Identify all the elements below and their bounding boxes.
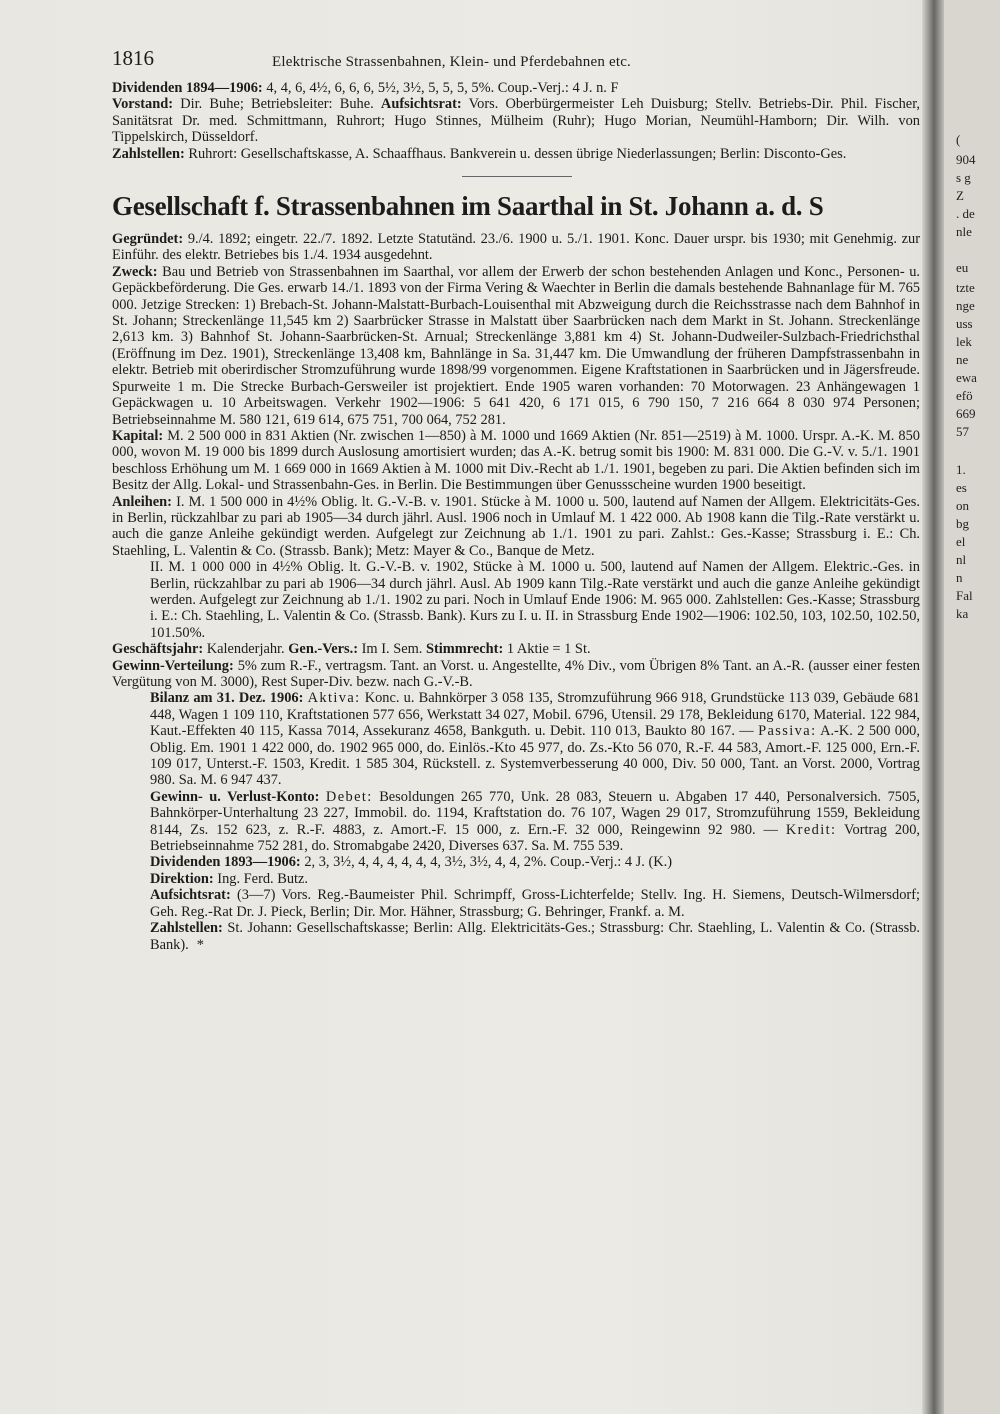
next-page-fragment: Fal bbox=[956, 588, 973, 603]
dividenden: Dividenden 1893—1906: 2, 3, 3½, 4, 4, 4, 4, 4, 4, 3½, 3½, 4, 4, 2%. Coup.-Verj.: 4 J. (K.) bbox=[150, 854, 673, 871]
bilanz: Bilanz am 31. Dez. 1906: Aktiva: Konc. u. Bahnkörper 3 058 135, Stromzuführung 966 918, Grundstücke 113 039, Gebäude 681 448, Wagen 1 109 110, Kraftstationen 577 656, Werkstatt 34 027, Mobil. 6796, Utensil. 29 178, Bekleidung 6170, Material. 122 984, Kaut.-Effekten 40 115, Kassa 7014, Assekuranz 4658, Bankguth. u. Debit. 110 013, Baukto 80 167. — Passiva: A.-K. 2 500 000, Oblig. Em. 1901 1 422 000, do. 1902 965 000, do. Einlös.-Kto 45 977, do. Zs.-Kto 56 070, R.-F. 44 583, Amort.-F. 125 000, Ern.-F. 109 017, Unterst.-F. 1503, Kredit. 1 585 304, Rückstell. z. Systemverbesserung 40 000, Div. 50 000, Tant. an Vorst. 2000, Vortrag 980. Sa. M. 6 947 437. bbox=[150, 690, 920, 789]
next-page-fragment: on bbox=[956, 498, 969, 513]
next-page-fragment: el bbox=[956, 534, 966, 549]
next-page-fragment: 669 bbox=[956, 406, 976, 421]
running-head: Elektrische Strassenbahnen, Klein- und Pferdebahnen etc. bbox=[272, 54, 631, 70]
zweck: Zweck: Bau und Betrieb von Strassenbahnen im Saarthal, vor allem der Erwerb der schon bestehenden Anlagen und Konc., Personen- u. Gepäckbeförderung. Die Ges. erwarb 14./1. 1893 von der Firma Vering & Waechter in Berlin die damals bestehende Bahnanlage für M. 765 000. Jetzige Strecken: 1) Brebach-St. Johann-Malstatt-Burbach-Louisenthal mit Abzweigung durch die Reichsstrasse nach dem Bahnhof in St. Johann; Streckenlänge 11,545 km 2) Saarbrücker Strasse in Malstatt über Saarbrücken nach dem Markt in St. Johann. Streckenlänge 2,613 km. 3) Bahnhof St. Johann-Saarbrücken-St. Arnual; Streckenlänge 3,881 km 4) St. Johann-Dudweiler-Sulzbach-Friedrichsthal (Eröffnung im Dez. 1901), Streckenlänge 13,408 km, Bahnlänge in Sa. 31,447 km. Die Umwandlung der früheren Dampfstrassenbahn in elektr. Betrieb mit oberirdischer Stromzuführung wurde 1898/99 vorgenommen. Eigene Kraftstationen in Saarbrücken und in Jägersfreude. Spurweite 1 m. Die Strecke Burbach-Gersweiler ist projektiert. Ende 1905 waren vorhanden: 70 Motorwagen. 23 Anhängewagen 1 Gepäckwagen u. 10 Arbeitswagen. Verkehr 1902—1906: 5 641 420, 6 171 015, 6 790 150, 7 216 664 8 030 974 Personen; Betriebseinnahme M. 580 121, 619 614, 675 751, 700 064, 752 281. bbox=[112, 263, 920, 428]
company-title: Gesellschaft f. Strassenbahnen im Saarthal in St. Johann a. d. S bbox=[112, 191, 824, 222]
next-page-fragment: efö bbox=[956, 388, 973, 403]
next-page-fragment: 57 bbox=[956, 424, 969, 439]
geschaeftsjahr: Geschäftsjahr: Kalenderjahr. Gen.-Vers.: Im I. Sem. Stimmrecht: 1 Aktie = 1 St. bbox=[112, 641, 591, 658]
prev-dividenden: Dividenden 1894—1906: 4, 4, 6, 4½, 6, 6, 6, 5½, 3½, 5, 5, 5, 5%. Coup.-Verj.: 4 J. n. F bbox=[112, 80, 619, 96]
next-page-fragment: nl bbox=[956, 552, 967, 567]
prev-zahlstellen: Zahlstellen: Ruhrort: Gesellschaftskasse, A. Schaaffhaus. Bankverein u. dessen übrige Niederlassungen; Berlin: Disconto-Ges. bbox=[112, 145, 847, 162]
aufsichtsrat: Aufsichtsrat: (3—7) Vors. Reg.-Baumeister Phil. Schrimpff, Gross-Lichterfelde; Stellv. Ing. H. Siemens, Deutsch-Wilmersdorf; Geh. Reg.-Rat Dr. J. Pieck, Berlin; Dir. Mor. Hähner, Strassburg; G. Behringer, Frankf. a. M. bbox=[150, 887, 920, 920]
next-page-fragment: nge bbox=[956, 298, 975, 313]
zahlstellen: Zahlstellen: St. Johann: Gesellschaftskasse; Berlin: Allg. Elektricitäts-Ges.; Strassburg: Chr. Staehling, L. Valentin & Co. (Strassb. Bank). * bbox=[150, 920, 920, 953]
prev-vorstand: Vorstand: Dir. Buhe; Betriebsleiter: Buhe. Aufsichtsrat: Vors. Oberbürgermeister Leh Duisburg; Stellv. Betriebs-Dir. Phil. Fischer, Sanitätsrat Dr. med. Schmittmann, Ruhrort; Hugo Stinnes, Mülheim (Ruhr); Hugo Morian, Neumühl-Hamborn; Dir. Wilh. von Tippelskirch, Düsseldorf. bbox=[112, 96, 921, 146]
next-page-fragment: tzte bbox=[956, 280, 975, 295]
next-page-fragment: s g bbox=[956, 170, 971, 185]
next-page-fragment: Z bbox=[956, 188, 964, 203]
next-page-fragment: 1. bbox=[956, 462, 966, 477]
next-page-fragment: n bbox=[956, 570, 963, 585]
next-page-fragment: ne bbox=[956, 352, 969, 367]
book-page bbox=[112, 40, 920, 1414]
next-page-fragment: ewa bbox=[956, 370, 977, 385]
kapital: Kapital: M. 2 500 000 in 831 Aktien (Nr. zwischen 1—850) à M. 1000 und 1669 Aktien (Nr. 851—2519) à M. 1000. Urspr. A.-K. M. 850 000, wovon M. 19 000 bis 1899 durch Auslosung amortisiert wurden; das A.-K. betrug somit bis 1900: M. 831 000. Die G.-V. v. 5./1. 1901 beschloss Erhöhung um M. 1 669 000 in 1669 Aktien à M. 1000 mit Div.-Recht ab 1./1. 1901, begeben zu pari. Die Aktien befinden sich im Besitz der Allg. Lokal- und Strassenbahn-Ges. in Berlin. Die Bestimmungen über Genussscheine wurden 1900 beseitigt. bbox=[112, 427, 920, 494]
next-page-fragment: ka bbox=[956, 606, 969, 621]
next-page-fragment: bg bbox=[956, 516, 969, 531]
next-page-edge bbox=[944, 0, 1000, 1414]
next-page-fragment: 904 bbox=[956, 152, 976, 167]
next-page-fragment: . de bbox=[956, 206, 975, 221]
page-number: 1816 bbox=[112, 46, 154, 70]
book-fold-shadow bbox=[922, 0, 944, 1414]
gegruendet: Gegründet: 9./4. 1892; eingetr. 22./7. 1892. Letzte Statutänd. 23./6. 1900 u. 5./1. 1901. Konc. Dauer urspr. bis 1930; mit Genehmig. zur Einführ. des elektr. Betriebes bis 1./4. 1934 ausgedehnt. bbox=[112, 231, 920, 264]
next-page-fragment: uss bbox=[956, 316, 973, 331]
anleihen-2: II. M. 1 000 000 in 4½% Oblig. lt. G.-V.-B. v. 1902, Stücke à M. 1000 u. 500, lautend auf Namen der Allgem. Elektric.-Ges. in Berlin, rückzahlbar zu pari ab 1906—34 durch jährl. Ausl. Ab 1909 kann Tilg.-Rate verstärkt und auch die ganze Anleihe gekündigt werden. Aufgelegt zur Zeichnung ab 1./1. 1902 zu pari. Noch in Umlauf Ende 1906: M. 965 000. Zahlstellen: Ges.-Kasse; Strassburg i. E.: Ch. Staehling, L. Valentin & Co. (Strassb. Bank). Kurs zu I. u. II. in Strassburg Ende 1902—1906: 102.50, 103, 102.50, 102.50, 101.50%. bbox=[150, 559, 920, 641]
next-page-fragment: ( bbox=[956, 132, 961, 147]
next-page-fragment: es bbox=[956, 480, 967, 495]
page-header bbox=[112, 40, 920, 80]
next-page-fragment: lek bbox=[956, 334, 972, 349]
section-divider bbox=[462, 176, 572, 177]
gewinn-verteilung: Gewinn-Verteilung: 5% zum R.-F., vertragsm. Tant. an Vorst. u. Angestellte, 4% Div., vom Übrigen 8% Tant. an A.-R. (ausser einer festen Vergütung von M. 3000), Rest Super-Div. bezw. nach G.-V.-B. bbox=[112, 657, 920, 690]
anleihen-1: Anleihen: I. M. 1 500 000 in 4½% Oblig. lt. G.-V.-B. v. 1901. Stücke à M. 1000 u. 500, lautend auf Namen der Allgem. Elektricitäts-Ges. in Berlin, rückzahlbar zu pari ab 1905—34 durch jährl. Ausl. 1906 noch in Umlauf M. 1 422 000. Ab 1908 kann die Tilg.-Rate verstärkt u. auch die ganze Anleihe gekündigt werden. Aufgelegt zur Zeichnung ab 1./1. 1901 zu pari. Zahlst.: Ges.-Kasse; Strassburg i. E.: Ch. Staehling, L. Valentin & Co. (Strassb. Bank); Metz: Mayer & Co., Banque de Metz. bbox=[112, 493, 920, 559]
direktion: Direktion: Ing. Ferd. Butz. bbox=[150, 870, 309, 887]
footer-mark: * bbox=[196, 936, 204, 953]
next-page-fragment: nle bbox=[956, 224, 972, 239]
next-page-fragment: eu bbox=[956, 260, 969, 275]
gewinn-verlust-konto: Gewinn- u. Verlust-Konto: Debet: Besoldungen 265 770, Unk. 28 083, Steuern u. Abgaben 17 440, Personalversich. 7505, Bahnkörper-Unterhaltung 23 227, Immobil. do. 1194, Kraftstation do. 76 107, Wagen 29 017, Stromzuführung 1559, Bekleidung 8144, Zs. 152 623, z. R.-F. 4883, z. Amort.-F. 15 000, z. Ern.-F. 32 000, Reingewinn 92 980. — Kredit: Vortrag 200, Betriebseinnahme 752 281, do. Stromabgabe 2420, Diverses 637. Sa. M. 755 539. bbox=[150, 788, 921, 855]
